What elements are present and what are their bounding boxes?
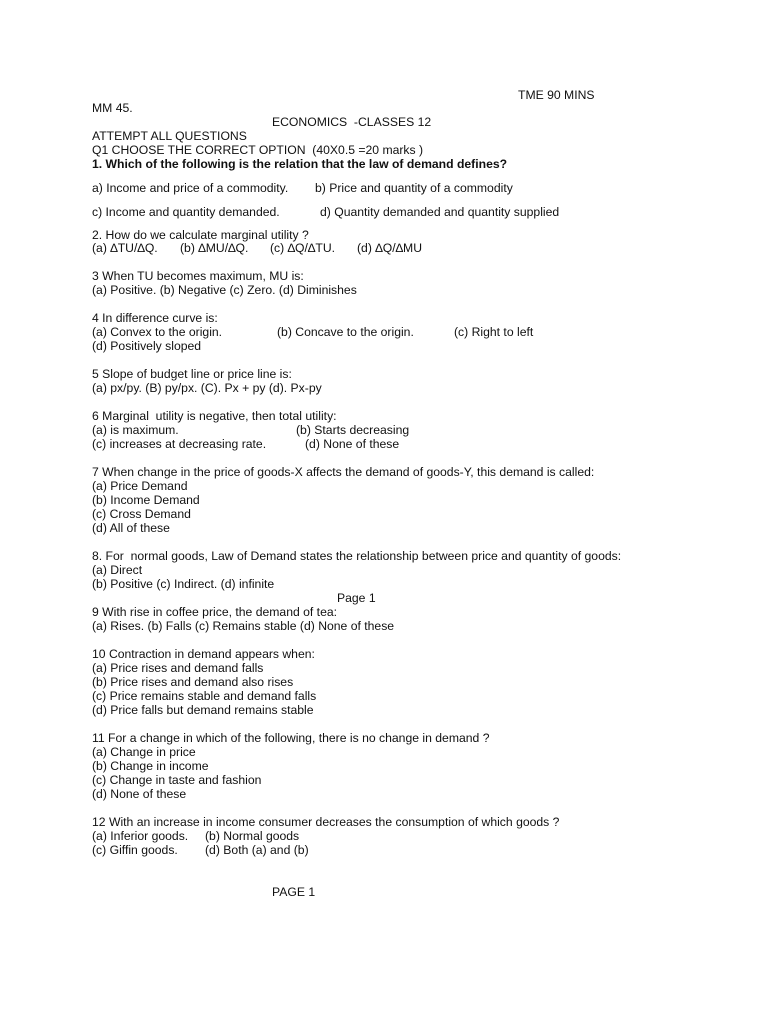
q4-option-a: (a) Convex to the origin. <box>92 325 223 339</box>
q1-option-b: b) Price and quantity of a commodity <box>315 181 513 195</box>
q11-option-d: (d) None of these <box>92 787 187 801</box>
section-heading: Q1 CHOOSE THE CORRECT OPTION (40X0.5 =20 marks ) <box>92 143 424 157</box>
question-1: 1. Which of the following is the relation that the law of demand defines? <box>92 157 508 171</box>
q7-option-b: (b) Income Demand <box>92 493 200 507</box>
q11-option-a: (a) Change in price <box>92 745 196 759</box>
q10-option-d: (d) Price falls but demand remains stable <box>92 703 314 717</box>
q1-option-c: c) Income and quantity demanded. <box>92 205 280 219</box>
q2-option-d: (d) ∆Q/∆MU <box>357 241 423 255</box>
question-6: 6 Marginal utility is negative, then total utility: <box>92 409 337 423</box>
q9-options: (a) Rises. (b) Falls (c) Remains stable (d) None of these <box>92 619 395 633</box>
q6-option-d: (d) None of these <box>305 437 400 451</box>
instruction: ATTEMPT ALL QUESTIONS <box>92 129 247 143</box>
q4-option-b: (b) Concave to the origin. <box>277 325 414 339</box>
q12-option-a: (a) Inferior goods. <box>92 829 189 843</box>
q6-option-a: (a) is maximum. <box>92 423 179 437</box>
q4-option-c: (c) Right to left <box>454 325 534 339</box>
question-7: 7 When change in the price of goods-X affects the demand of goods-Y, this demand is called: <box>92 465 595 479</box>
q11-option-b: (b) Change in income <box>92 759 209 773</box>
q8-option-a: (a) Direct <box>92 563 143 577</box>
question-3: 3 When TU becomes maximum, MU is: <box>92 269 304 283</box>
q1-option-d: d) Quantity demanded and quantity supplied <box>320 205 560 219</box>
question-8: 8. For normal goods, Law of Demand states the relationship between price and quantity of goods: <box>92 549 622 563</box>
q5-options: (a) px/py. (B) py/px. (C). Px + py (d). Px-py <box>92 381 322 395</box>
q10-option-c: (c) Price remains stable and demand falls <box>92 689 317 703</box>
q6-option-c: (c) increases at decreasing rate. <box>92 437 267 451</box>
q4-option-d: (d) Positively sloped <box>92 339 202 353</box>
subject-title: ECONOMICS -CLASSES 12 <box>272 115 432 129</box>
q11-option-c: (c) Change in taste and fashion <box>92 773 262 787</box>
question-5: 5 Slope of budget line or price line is: <box>92 367 292 381</box>
question-4: 4 In difference curve is: <box>92 311 218 325</box>
q2-option-c: (c) ∆Q/∆TU. <box>270 241 336 255</box>
q6-option-b: (b) Starts decreasing <box>296 423 410 437</box>
page-number-mid: Page 1 <box>337 591 376 605</box>
q3-options: (a) Positive. (b) Negative (c) Zero. (d) Diminishes <box>92 283 357 297</box>
page-number-bottom: PAGE 1 <box>272 885 316 899</box>
q12-option-b: (b) Normal goods <box>205 829 300 843</box>
q7-option-d: (d) All of these <box>92 521 170 535</box>
q1-option-a: a) Income and price of a commodity. <box>92 181 289 195</box>
q12-option-c: (c) Giffin goods. <box>92 843 178 857</box>
q2-option-b: (b) ∆MU/∆Q. <box>180 241 249 255</box>
q10-option-a: (a) Price rises and demand falls <box>92 661 264 675</box>
q7-option-c: (c) Cross Demand <box>92 507 191 521</box>
max-marks: MM 45. <box>92 101 133 115</box>
q12-option-d: (d) Both (a) and (b) <box>205 843 309 857</box>
q7-option-a: (a) Price Demand <box>92 479 188 493</box>
question-11: 11 For a change in which of the following, there is no change in demand ? <box>92 731 490 745</box>
question-12: 12 With an increase in income consumer decreases the consumption of which goods ? <box>92 815 560 829</box>
question-10: 10 Contraction in demand appears when: <box>92 647 315 661</box>
time-allowed: TME 90 MINS <box>518 88 595 102</box>
q2-option-a: (a) ∆TU/∆Q. <box>92 241 158 255</box>
question-9: 9 With rise in coffee price, the demand of tea: <box>92 605 338 619</box>
question-2: 2. How do we calculate marginal utility ? <box>92 228 309 242</box>
q10-option-b: (b) Price rises and demand also rises <box>92 675 294 689</box>
q8-options-rest: (b) Positive (c) Indirect. (d) infinite <box>92 577 275 591</box>
